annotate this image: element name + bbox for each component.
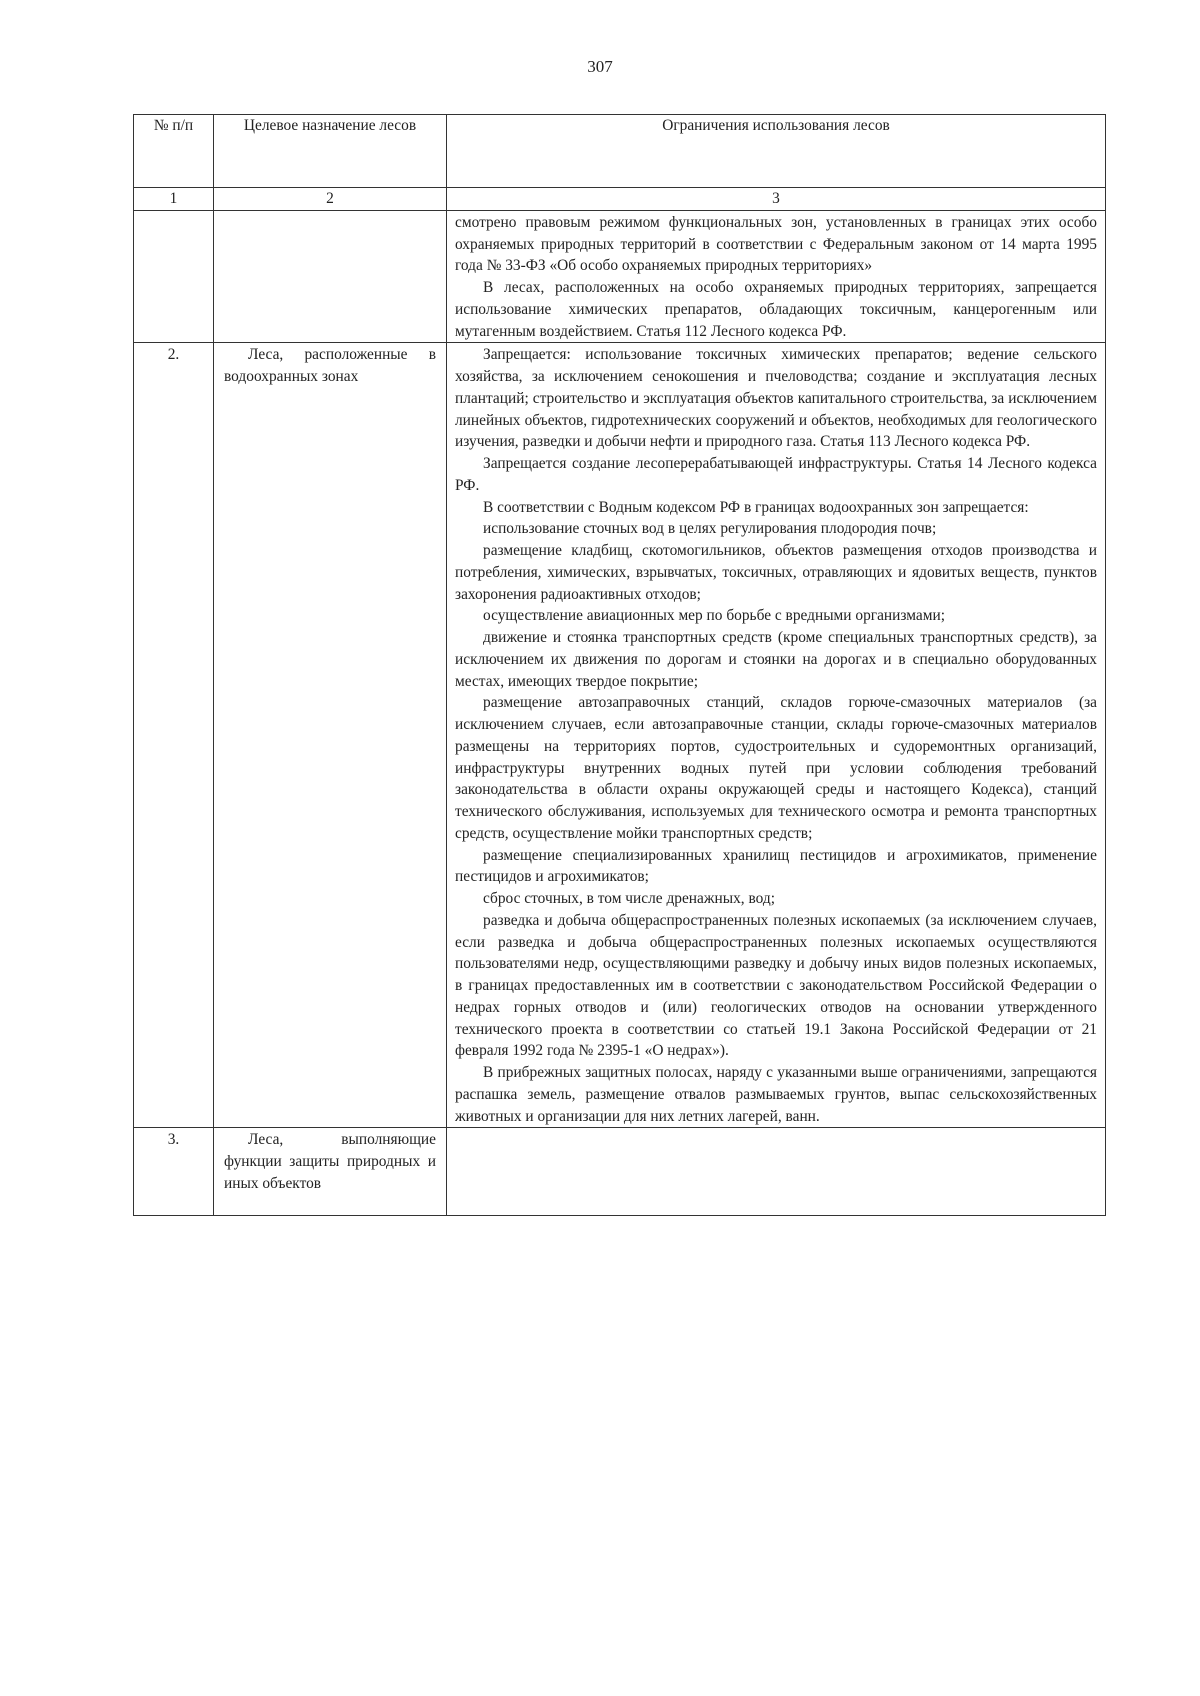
row-number: 2. bbox=[134, 343, 214, 1128]
restriction-paragraph: использование сточных вод в целях регулирования плодородия почв; bbox=[483, 520, 937, 538]
table-row bbox=[134, 210, 1106, 343]
purpose-text: Леса, выполняющие функции защиты природных и иных объектов bbox=[224, 1131, 436, 1192]
restriction-paragraph: размещение автозаправочных станций, складов горюче-смазочных материалов (за исключением случаев, если автозаправочные станции, склады горюче-смазочных материалов размещены на территориях портов, судостроительных и судоремонтных организаций, инфраструктуры внутренних водных путей при условии соблюдения требований законодательства в области охраны окружающей среды и настоящего Кодекса), станций технического обслуживания, используемых для технического осмотра и ремонта транспортных средств, осуществление мойки транспортных средств; bbox=[455, 694, 1097, 842]
row-purpose bbox=[214, 210, 447, 343]
table-row bbox=[134, 1128, 1106, 1216]
restriction-paragraph: В лесах, расположенных на особо охраняемых природных территориях, запрещается использование химических препаратов, обладающих токсичным, канцерогенным или мутагенным воздействием. Статья 112 Лесного кодекса РФ. bbox=[455, 279, 1097, 340]
restriction-paragraph: размещение кладбищ, скотомогильников, объектов размещения отходов производства и потребления, химических, взрывчатых, токсичных, отравляющих и ядовитых веществ, пунктов захоронения радиоактивных отходов; bbox=[455, 542, 1097, 603]
restriction-paragraph: сброс сточных, в том числе дренажных, вод; bbox=[483, 890, 776, 907]
restriction-paragraph: В прибрежных защитных полосах, наряду с указанными выше ограничениями, запрещаются распашка земель, размещение отвалов размываемых грунтов, выпас сельскохозяйственных животных и организации для них летних лагерей, ванн. bbox=[455, 1064, 1097, 1125]
table-header-row bbox=[134, 115, 1106, 188]
row-purpose bbox=[214, 343, 447, 1128]
row-restrictions bbox=[447, 210, 1106, 343]
restriction-paragraph: В соответствии с Водным кодексом РФ в границах водоохранных зон запрещается: bbox=[483, 498, 1029, 516]
row-restrictions bbox=[447, 343, 1106, 1128]
row-restrictions bbox=[447, 1128, 1106, 1216]
restriction-paragraph: смотрено правовым режимом функциональных зон, установленных в границах этих особо охраняемых природных территорий в соответствии с Федеральным законом от 14 марта 1995 года № 33-ФЗ «Об особо охраняемых природных территориях» bbox=[455, 213, 1097, 275]
restriction-paragraph: движение и стоянка транспортных средств (кроме специальных транспортных средств), за исключением их движения по дорогам и стоянки на дорогах и в специально оборудованных местах, имеющих твердое покрытие; bbox=[455, 629, 1097, 690]
table-row bbox=[134, 343, 1106, 1128]
column-number-3: 3 bbox=[447, 188, 1106, 211]
column-number-2: 2 bbox=[214, 188, 447, 211]
row-purpose bbox=[214, 1128, 447, 1216]
row-number: 3. bbox=[134, 1128, 214, 1216]
restriction-paragraph: размещение специализированных хранилищ пестицидов и агрохимикатов, применение пестицидов и агрохимикатов; bbox=[455, 846, 1097, 886]
column-number-1: 1 bbox=[134, 188, 214, 211]
restriction-paragraph: разведка и добыча общераспространенных полезных ископаемых (за исключением случаев, если разведка и добыча общераспространенных полезных ископаемых осуществляются пользователями недр, осуществляющими разведку и добычу иных видов полезных ископаемых, в границах предоставленных им в соответствии с законодательством Российской Федерации о недрах горных отводов и (или) геологических отводов на основании утвержденного технического проекта в соответствии со статьей 19.1 Закона Российской Федерации от 21 февраля 1992 года № 2395-1 «О недрах»). bbox=[455, 911, 1097, 1060]
column-numbers-row bbox=[134, 188, 1106, 211]
page-number: 307 bbox=[587, 57, 613, 76]
restriction-paragraph: Запрещается: использование токсичных химических препаратов; ведение сельского хозяйства, за исключением сенокошения и пчеловодства; создание и эксплуатация лесных плантаций; строительство и эксплуатация объектов капитального строительства, за исключением линейных объектов, гидротехнических сооружений и объектов, необходимых для геологического изучения, разведки и добычи нефти и природного газа. Статья 113 Лесного кодекса РФ. bbox=[455, 346, 1097, 451]
purpose-text: Леса, расположенные в водоохранных зонах bbox=[224, 346, 436, 385]
forest-restrictions-table bbox=[133, 114, 1106, 1216]
header-purpose: Целевое назначение лесов bbox=[214, 115, 447, 188]
restriction-paragraph: осуществление авиационных мер по борьбе с вредными организмами; bbox=[483, 607, 945, 625]
header-restrictions: Ограничения использования лесов bbox=[447, 115, 1106, 188]
header-num: № п/п bbox=[134, 115, 214, 188]
restriction-paragraph: Запрещается создание лесоперерабатывающей инфраструктуры. Статья 14 Лесного кодекса РФ. bbox=[455, 455, 1097, 494]
row-number bbox=[134, 210, 214, 343]
